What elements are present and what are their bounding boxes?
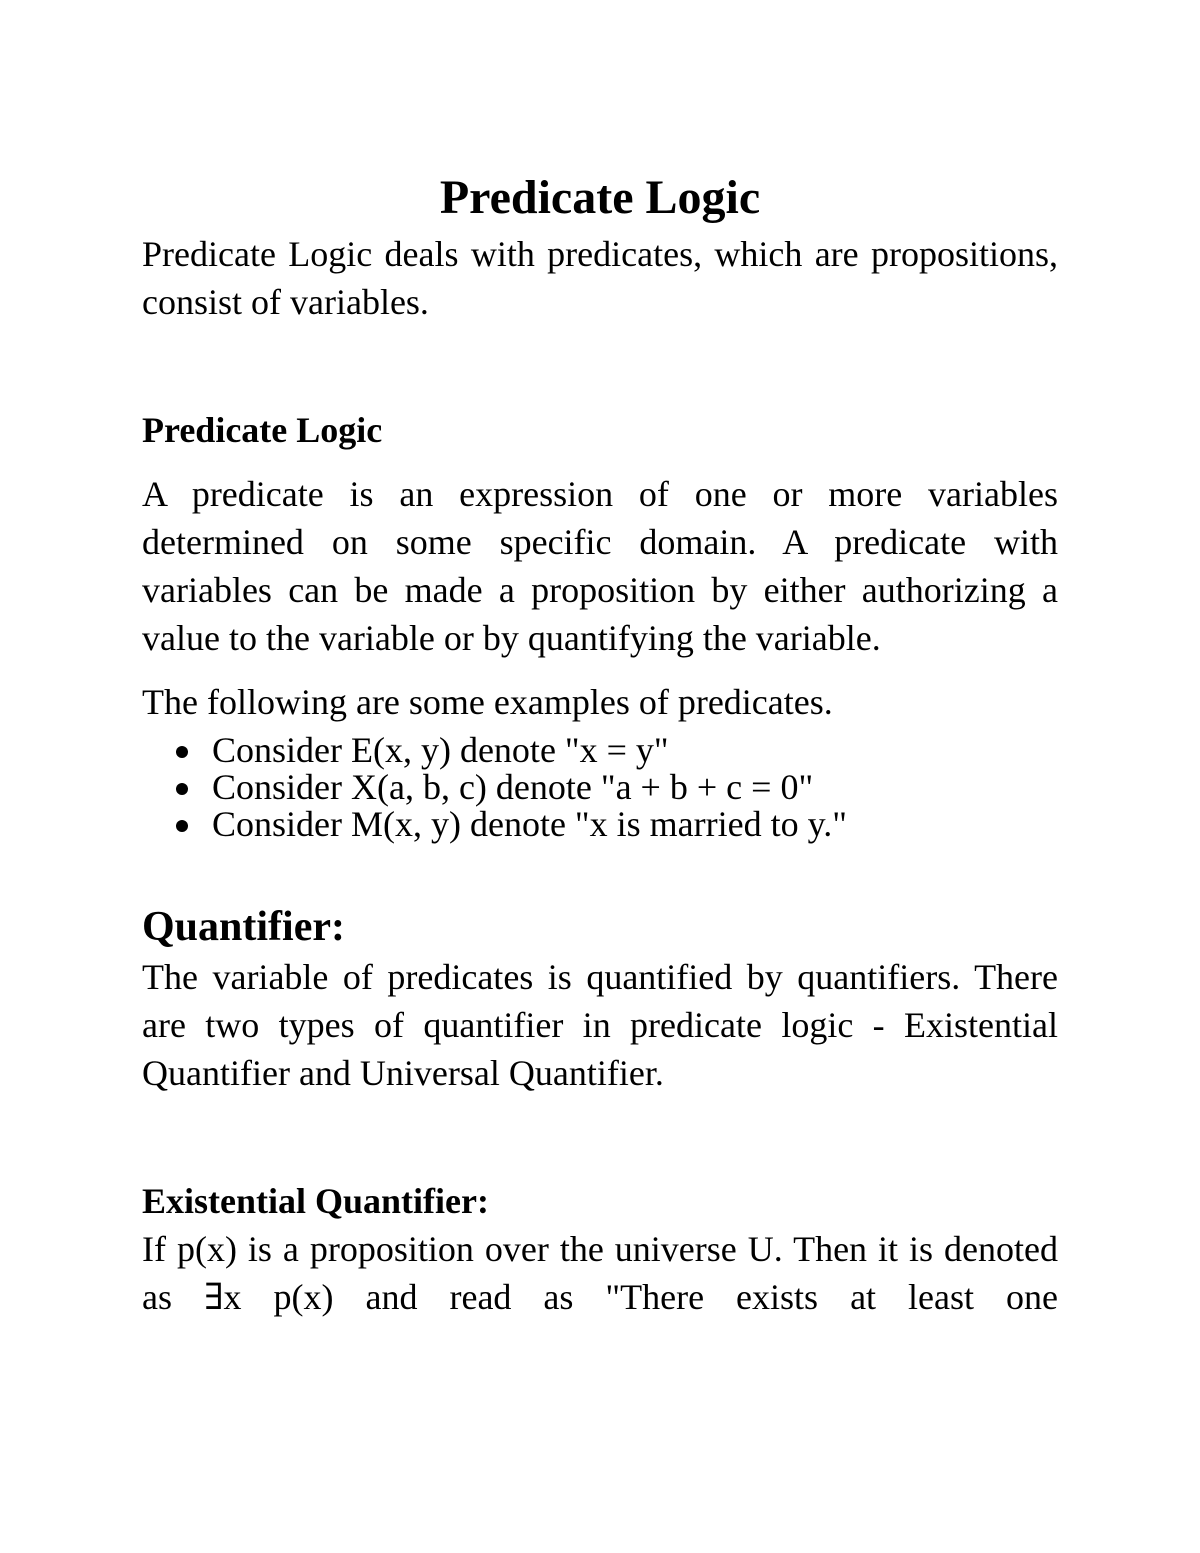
existential-quantifier-paragraph: If p(x) is a proposition over the universe U. Then it is denoted as ∃x p(x) and read as "There exists at least one bbox=[142, 1229, 1058, 1317]
section-heading-predicate-logic: Predicate Logic bbox=[142, 410, 383, 450]
list-item-text: Consider E(x, y) denote "x = y" bbox=[212, 730, 669, 770]
bullet-icon bbox=[176, 820, 188, 832]
list-item-text: Consider X(a, b, c) denote "a + b + c = 0" bbox=[212, 767, 814, 807]
list-item bbox=[142, 732, 1058, 769]
document-page bbox=[142, 168, 1058, 1321]
list-item bbox=[142, 769, 1058, 806]
section-heading-quantifier: Quantifier: bbox=[142, 904, 345, 950]
examples-intro-paragraph: The following are some examples of predicates. bbox=[142, 682, 833, 722]
list-item-text: Consider M(x, y) denote "x is married to y." bbox=[212, 804, 847, 844]
bullet-icon bbox=[176, 783, 188, 795]
predicate-definition-paragraph: A predicate is an expression of one or more variables determined on some specific domain. A predicate with variables can be made a proposition by either authorizing a value to the variable or by quantifying the variable. bbox=[142, 474, 1058, 658]
section-heading-existential-quantifier: Existential Quantifier: bbox=[142, 1181, 489, 1221]
list-item bbox=[142, 806, 1058, 843]
intro-paragraph: Predicate Logic deals with predicates, which are propositions, consist of variables. bbox=[142, 234, 1058, 322]
examples-list bbox=[142, 732, 1058, 843]
page-title: Predicate Logic bbox=[439, 171, 761, 224]
bullet-icon bbox=[176, 746, 188, 758]
quantifier-paragraph: The variable of predicates is quantified by quantifiers. There are two types of quantifier in predicate logic - Existential Quantifier and Universal Quantifier. bbox=[142, 957, 1058, 1093]
